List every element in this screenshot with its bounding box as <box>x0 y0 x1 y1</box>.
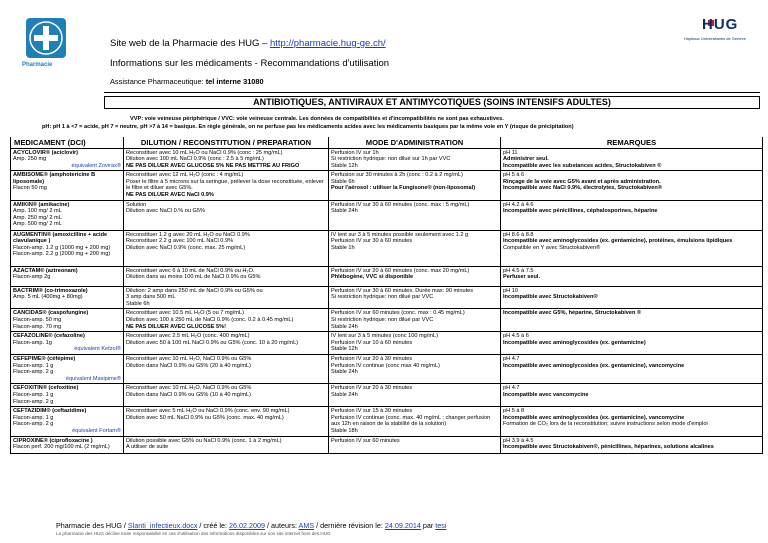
dilution-line: Dilution dans NaCl 0.9% ou G5% (20 à 40 mg/mL) <box>126 362 251 369</box>
remark-warning: Perfuser seul. <box>503 274 540 281</box>
table-row <box>11 436 763 453</box>
drug-form: Amp. 500 mg/ 2 mL <box>13 221 62 228</box>
remark-ph: pH 11 <box>503 149 518 156</box>
drug-form: Flacon-amp. 2.2 g (2000 mg + 200 mg) <box>13 251 111 258</box>
drug-form: Amp. 100 mg/ 2 mL <box>13 208 62 215</box>
dilution-line: Reconstituer avec 10 mL H₂O, NaCl 0.9% ou G5% <box>126 356 252 362</box>
pharmacie-logo-caption: Pharmacie <box>22 62 53 68</box>
table-row <box>11 407 763 436</box>
table-row <box>11 200 763 230</box>
cell-remarques <box>501 332 763 355</box>
remark-warning: Incompatible avec aminoglycosides (ex. gentamicine) <box>503 339 646 346</box>
drug-table <box>10 137 763 454</box>
drug-form: Amp. 5 mL (400mg + 80mg) <box>13 294 83 301</box>
cell-medicament <box>11 286 124 309</box>
hug-logo-name: HUG <box>702 16 739 33</box>
drug-form: Amp. 250 mg/ 2 mL <box>13 214 62 221</box>
drug-name: AUGMENTIN® (amoxicilline + acide clavulanique ) <box>13 231 108 245</box>
drug-form: Flacon-amp. 2 g <box>13 421 54 428</box>
remark-ph: pH 5 à 6 <box>503 172 525 179</box>
col-header-mode: MODE D'ADMINISTRATION <box>329 137 501 148</box>
mode-note: Pour l'aérosol : utiliser la Fungisone® (non-liposomal) <box>331 185 476 192</box>
cell-mode <box>329 286 501 309</box>
cell-medicament <box>11 148 124 171</box>
site-link[interactable]: http://pharmacie.hug-ge.ch/ <box>270 38 386 49</box>
cell-remarques <box>501 230 763 266</box>
table-row <box>11 384 763 407</box>
dilution-warning: NE PAS DILUER AVEC GLUCOSE 5%! <box>126 323 226 330</box>
drug-name: AZACTAM® (aztreonam) <box>13 267 78 274</box>
mode-line: Stable 24h <box>331 208 358 215</box>
cell-medicament <box>11 200 124 230</box>
remark-warning: Incompatible avec aminoglycosides (ex. gentamicine), vancomycine <box>503 362 685 369</box>
footer-prefix: Pharmacie des HUG / <box>56 521 128 530</box>
drug-equivalent[interactable]: équivalent Zovirax® <box>71 162 121 169</box>
cell-medicament <box>11 230 124 266</box>
table-header-row <box>11 137 763 148</box>
footer-disclaimer: La pharmacie des HUG décline toute responsabilité en cas d'utilisation des informations disponibles sur son site internet hors des HUG <box>56 531 331 536</box>
drug-form: Flacon-amp 2g <box>13 274 51 281</box>
mode-line: Si restriction hydrique: non dilué par VVC <box>331 294 434 301</box>
remark-warning: Incompatible avec vancomycine <box>503 391 589 398</box>
footer-revision-label: / dernière révision le: <box>314 521 385 530</box>
remark-warning: Incompatible avec G5%, héparine, Structokabiven ® <box>503 310 642 317</box>
dilution-line: Dilution avec NaCl 0.9% (conc. max. 25 mg/mL) <box>126 244 246 251</box>
mode-line: Perfusion IV sur 10 à 60 minutes <box>331 339 413 346</box>
dilution-warning: NE PAS DILUER AVEC NaCl 0.9% <box>126 192 214 199</box>
dilution-line: Dilution possible avec G5% ou NaCl 0.9% (conc. 1 à 2 mg/mL) <box>126 437 282 444</box>
dilution-line: Dilution dans au moins 100 mL de NaCl 0.9% ou G5% <box>126 274 261 281</box>
footer-revision-date[interactable]: 24.09.2014 <box>384 521 421 530</box>
cell-mode <box>329 266 501 286</box>
cell-dilution <box>124 171 329 200</box>
cell-dilution <box>124 436 329 453</box>
dilution-line: Reconstituer avec 6 à 10 mL de NaCl 0.9% ou H₂O. <box>126 267 255 274</box>
site-line <box>110 38 386 49</box>
cell-remarques <box>501 266 763 286</box>
dilution-line: Reconstituer avec 12 mL H₂O (conc : 4 mg/mL) <box>126 172 244 179</box>
footer-by-label: par <box>420 521 436 530</box>
table-row <box>11 171 763 200</box>
drug-form: Flacon-amp. 1 g <box>13 414 54 421</box>
mode-line: Stable 12h <box>331 346 358 353</box>
drug-name: CEFAZOLINE® (cefazoline) <box>13 333 85 340</box>
dilution-line: Reconstituer 2.2 g avec 100 mL NaCl 0.9% <box>126 238 234 245</box>
cell-dilution <box>124 200 329 230</box>
remark-warning: Incompatible avec NaCl 0.9%, électrolytes, Structokabiven® <box>503 185 662 192</box>
dilution-line: Dilution dans NaCl 0.9% ou G5% (10 à 40 mg/mL) <box>126 391 251 398</box>
cell-remarques <box>501 384 763 407</box>
footer-author[interactable]: AMS <box>298 521 315 530</box>
col-header-dilution: DILUTION / RECONSTITUTION / PREPARATION <box>124 137 329 148</box>
drug-name: CEFOXITIN® (cefoxitine) <box>13 385 79 392</box>
remark-warning: Incompatible avec aminoglycosides (ex. gentamicine), vancomycine <box>503 414 685 421</box>
drug-form: Flacon-amp. 1g <box>13 339 52 346</box>
table-row <box>11 309 763 332</box>
mode-line: Stable 12h <box>331 162 358 169</box>
document-title: ANTIBIOTIQUES, ANTIVIRAUX ET ANTIMYCOTIQUES (SOINS INTENSIFS ADULTES) <box>104 96 760 109</box>
remark-ph: pH 4.2 à 4.6 <box>503 201 534 208</box>
cell-dilution <box>124 407 329 436</box>
mode-line: Perfusion IV sur 20 à 30 minutes <box>331 385 413 392</box>
remark-ph: pH 3.9 à 4.5 <box>503 437 534 444</box>
remark-ph: pH 8.6 à 8.8 <box>503 231 534 238</box>
drug-equivalent[interactable]: équivalent Kefzol® <box>74 346 121 353</box>
drug-name: AMIKIN® (amikacine) <box>13 201 70 208</box>
remark-warning: Incompatible avec Structokabiven® <box>503 294 598 301</box>
mode-line: Perfusion IV sur 1h <box>331 149 379 156</box>
dilution-line: Reconstituer avec 10.5 mL H₂O (5 ou 7 mg/mL) <box>126 310 244 317</box>
mode-line: Perfusion IV sur 30 à 60 minutes. Durée max: 90 minutes <box>331 287 474 294</box>
footer <box>56 521 446 530</box>
footer-file-link[interactable]: Slanti_infectieux.docx <box>127 521 198 530</box>
drug-form: Flacon-amp. 70 mg <box>13 323 62 330</box>
mode-line: Perfusion IV sur 60 minutes <box>331 437 400 444</box>
hug-logo-caption: Hôpitaux Universitaires de Genève <box>684 36 746 41</box>
dilution-line: Solution <box>126 201 147 208</box>
cell-remarques <box>501 148 763 171</box>
site-prefix: Site web de la Pharmacie des HUG – <box>110 38 270 49</box>
drug-form: Amp. 250 mg <box>13 156 47 163</box>
mode-line: Si restriction hydrique: non dilué sur 1h par VVC <box>331 156 451 163</box>
mode-line: Perfusion sur 30 minutes à 2h (conc : 0.2 à 2 mg/mL) <box>331 172 463 179</box>
cell-dilution <box>124 384 329 407</box>
mode-line: IV lent sur 3 à 5 minutes possible seulement avec 1.2 g <box>331 231 469 238</box>
remark-ph: pH 4.5 à 7.5 <box>503 267 534 274</box>
dilution-line: Dilution avec NaCl 0.% ou G5% <box>126 208 205 215</box>
remark-ph: pH 4.5 à 6 <box>503 333 529 340</box>
cell-medicament <box>11 332 124 355</box>
assistance-label: Assistance Pharmaceutique: <box>110 77 206 86</box>
assistance-value: tel interne 31080 <box>205 77 264 86</box>
table-row <box>11 230 763 266</box>
cell-mode <box>329 309 501 332</box>
intro-line-1: VVP: voie veineuse périphérique / VVC: voie veineuse centrale. Les données de compatibilités et d'incompatibilités ne sont pas exhaustives. <box>130 116 504 122</box>
drug-form: Flacon perf. 200 mg/100 mL (2 mg/mL) <box>13 444 110 451</box>
cell-medicament <box>11 436 124 453</box>
mode-line: Perfusion IV continue (conc max 40 mg/mL) <box>331 362 440 369</box>
cell-dilution <box>124 230 329 266</box>
footer-by[interactable]: tesi <box>435 521 447 530</box>
dilution-warning: NE PAS DILUER AVEC GLUCOSE 5% NE PAS METTRE AU FRIGO <box>126 162 300 169</box>
table-row <box>11 148 763 171</box>
cell-dilution <box>124 355 329 384</box>
remark-ph: pH 4.7 <box>503 356 520 362</box>
mode-line: Stable 1h <box>331 244 355 251</box>
drug-form: Flacon-amp. 50 mg <box>13 317 62 324</box>
mode-line: Perfusion IV sur 15 à 30 minutes <box>331 408 413 415</box>
remark-ph: pH 10 <box>503 287 518 294</box>
cell-remarques <box>501 355 763 384</box>
dilution-line: Dilution avec 100 à 250 mL de NaCl 0.9% (conc. 0.2 à 0.45 mg/mL) <box>126 317 294 324</box>
drug-form: Flacon-amp. 1.2 g (1000 mg + 200 mg) <box>13 244 111 251</box>
page-subtitle: Informations sur les médicaments - Recommandations d'utilisation <box>110 58 390 69</box>
mode-line: Stable 6h <box>331 178 355 185</box>
dilution-line: 3 amp dans 500 mL <box>126 294 176 301</box>
mode-line: Si restriction hydrique: non dilué par VVC <box>331 317 434 324</box>
mode-line: Perfusion IV continue (conc. max. 40 mg/mL ; changer perfusion aux 12h en raison de la stabilité de la solution) <box>331 414 491 428</box>
mode-line: Perfusion IV sur 30 à 60 minutes (conc. max : 5 mg/mL) <box>331 201 470 208</box>
cell-medicament <box>11 171 124 200</box>
cell-mode <box>329 407 501 436</box>
dilution-line: Reconstituer avec 2.5 mL H₂O (conc. 400 mg/mL) <box>126 333 250 340</box>
drug-name: CEFEPIME® (céfépime) <box>13 356 76 362</box>
table-row <box>11 332 763 355</box>
dilution-line: Reconstituer 1.2 g avec 20 mL H₂O ou NaCl 0.9% <box>126 231 250 238</box>
dilution-line: Dilution: 2 amp dans 250 mL de NaCl 0.9% ou G5% ou <box>126 287 263 294</box>
dilution-line: Stable 6h <box>126 300 150 307</box>
cell-remarques <box>501 286 763 309</box>
cell-mode <box>329 230 501 266</box>
cell-mode <box>329 436 501 453</box>
cell-medicament <box>11 384 124 407</box>
remark-warning: Rinçage de la voie avec G5% avant et après administration. <box>503 178 661 185</box>
cell-mode <box>329 355 501 384</box>
cell-mode <box>329 332 501 355</box>
cell-remarques <box>501 407 763 436</box>
drug-form: Flacon-amp. 2 g <box>13 369 54 376</box>
remark-warning: Incompatible avec Structokabiven®, pénicillines, héparines, solutions alcalines <box>503 444 714 451</box>
remark-note: Formation de CO₂ lors de la reconstitution; suivre instructions selon mode d'emploi <box>503 421 708 428</box>
drug-form: Flacon-amp. 1 g <box>13 362 54 369</box>
mode-line: Perfusion IV sur 20 à 60 minutes (conc. max 20 mg/mL) <box>331 267 470 274</box>
dilution-line: Reconstituer avec 10 mL H₂O, NaCl 0.9% ou G5% <box>126 385 252 392</box>
remark-warning: Incompatible avec les substances acides, Structokabiven ® <box>503 162 662 169</box>
remark-warning: Incompatible avec pénicillines, céphalosporines, héparine <box>503 208 658 215</box>
cell-remarques <box>501 200 763 230</box>
drug-form: Flacon-amp. 2 g <box>13 398 54 405</box>
cell-dilution <box>124 332 329 355</box>
drug-form: Flacon 50 mg <box>13 185 47 192</box>
mode-line: Stable 24h <box>331 391 358 398</box>
col-header-medicament: MEDICAMENT (DCI) <box>11 137 124 148</box>
dilution-line: Dilution avec 50 mL NaCl 0.9% ou G5% (conc. max. 40 mg/mL) <box>126 414 284 421</box>
mode-line: Perfusion IV sur 60 minutes (conc. max : 0.45 mg/mL) <box>331 310 465 317</box>
drug-name: CIPROXINE® (ciprofloxacine ) <box>13 437 93 444</box>
cell-remarques <box>501 436 763 453</box>
remark-warning: Administrer seul. <box>503 156 549 163</box>
cell-mode <box>329 171 501 200</box>
drug-equivalent[interactable]: équivalent Fortam® <box>72 427 121 434</box>
footer-created-date[interactable]: 26.02.2009 <box>229 521 265 530</box>
cell-dilution <box>124 148 329 171</box>
intro-line-2: pH: pH 1 à <7 = acide, pH 7 = neutre, pH >7 à 14 = basique. En règle générale, on ne perfuse pas les médicaments acides avec les médicaments basiques par la même voie en Y (risque de précipitation) <box>42 124 574 130</box>
drug-name: CANCIDAS® (caspofungine) <box>13 310 89 317</box>
cell-mode <box>329 200 501 230</box>
remark-note: Compatible en Y avec Structokabiven® <box>503 244 601 251</box>
dilution-line: Dilution avec 50 à 100 mL NaCl 0.9% ou G5% (conc. 10 à 20 mg/mL) <box>126 339 299 346</box>
drug-form: Flacon-amp. 1 g <box>13 391 54 398</box>
cell-dilution <box>124 266 329 286</box>
table-row <box>11 266 763 286</box>
cell-dilution <box>124 309 329 332</box>
dilution-line: Dilution avec 100 mL NaCl 0.9% (conc : 2.5 à 5 mg/mL) <box>126 156 264 163</box>
cell-mode <box>329 148 501 171</box>
cell-dilution <box>124 286 329 309</box>
mode-line: Perfusion IV sur 20 à 30 minutes <box>331 356 413 362</box>
remark-ph: pH 4.7 <box>503 385 520 392</box>
drug-name: BACTRIM® (co-trimoxazole) <box>13 287 88 294</box>
mode-line: Stable 24h <box>331 323 358 330</box>
header-divider <box>104 92 760 93</box>
mode-line: Stable 18h <box>331 427 358 434</box>
cell-remarques <box>501 171 763 200</box>
table-row <box>11 355 763 384</box>
dilution-line: Reconstituer avec 10 mL H₂O ou NaCl 0.9% (conc : 25 mg/mL) <box>126 149 283 156</box>
cell-medicament <box>11 407 124 436</box>
footer-author-label: / auteurs: <box>264 521 299 530</box>
mode-line: Perfusion IV sur 30 à 60 minutes <box>331 238 413 245</box>
footer-created-label: / créé le: <box>197 521 229 530</box>
mode-note: Phlébogène, VVC si disponible <box>331 274 414 281</box>
cell-mode <box>329 384 501 407</box>
mode-line: Stable 24h <box>331 369 358 376</box>
remark-warning: Incompatible avec aminoglycosides (ex. gentamicine), protéines, émulsions lipidiques <box>503 238 733 245</box>
cell-medicament <box>11 266 124 286</box>
col-header-remarques: REMARQUES <box>501 137 763 148</box>
cell-remarques <box>501 309 763 332</box>
drug-name: AMBISOME® (amphotericine B liposomale) <box>13 172 96 185</box>
dilution-line: Poser le filtre à 5 microns sur la seringue, prélever la dose reconstituée, enlever le filtre et diluer avec G5%. <box>126 178 324 192</box>
dilution-line: A utiliser de suite <box>126 444 169 451</box>
cell-medicament <box>11 309 124 332</box>
drug-name: ACYCLOVIR® (aciclovir) <box>13 149 79 156</box>
remark-ph: pH 5 à 8 <box>503 408 525 415</box>
table-row <box>11 286 763 309</box>
mode-line: IV lent sur 3 à 5 minutes (conc 100 mg/mL) <box>331 333 438 340</box>
dilution-line: Reconstituer avec 5 mL H₂O ou NaCl 0.9% (conc. env. 90 mg/mL) <box>126 408 290 415</box>
drug-equivalent[interactable]: équivalent Maxipime® <box>65 375 121 382</box>
cell-medicament <box>11 355 124 384</box>
drug-name: CEFTAZIDIM® (ceftazidime) <box>13 408 87 415</box>
assistance-line <box>110 77 264 86</box>
